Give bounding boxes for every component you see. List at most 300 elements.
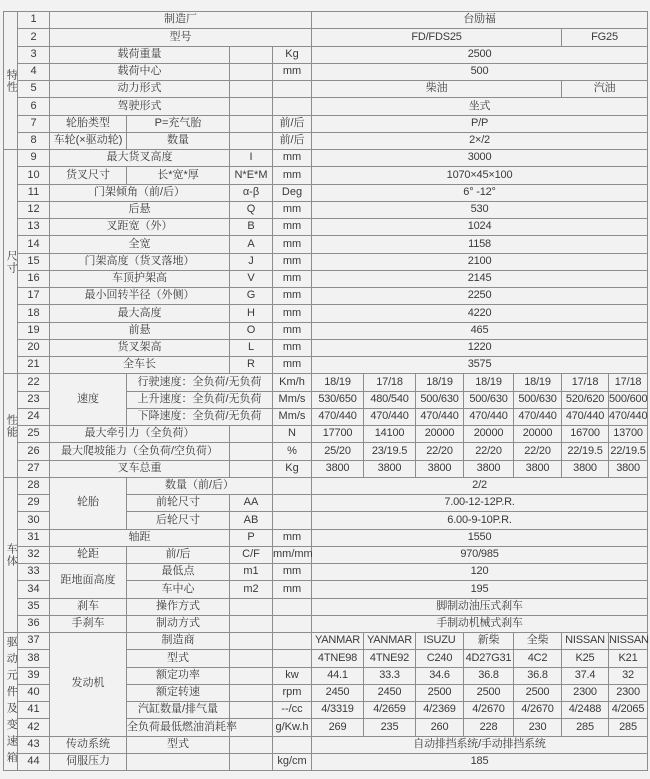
value-cell: 36.8 <box>464 667 514 684</box>
symbol-cell: A <box>230 236 273 253</box>
value-cell: K25 <box>562 650 609 667</box>
value-cell: 470/440 <box>562 408 609 425</box>
table-row <box>4 460 648 477</box>
section-label: 性能 <box>4 374 18 478</box>
value-cell: 2500 <box>416 684 464 701</box>
value-cell: 脚制动油压式刹车 <box>312 598 648 615</box>
symbol-cell: α-β <box>230 184 273 201</box>
unit-cell: kg/cm <box>273 753 312 770</box>
spec-sublabel: 前轮尺寸 <box>127 495 230 512</box>
value-cell: 32 <box>609 667 648 684</box>
spec-label: 最大高度 <box>50 305 230 322</box>
value-cell: 230 <box>514 719 562 736</box>
value-cell: 1024 <box>312 219 648 236</box>
row-number: 26 <box>18 443 50 460</box>
row-number: 11 <box>18 184 50 201</box>
section-label: 车体 <box>4 477 18 632</box>
value-cell: 4/2670 <box>514 702 562 719</box>
value-cell: 2500 <box>464 684 514 701</box>
spec-sublabel: 行驶速度：全负荷/无负荷 <box>127 374 273 391</box>
symbol-cell: J <box>230 253 273 270</box>
row-number: 22 <box>18 374 50 391</box>
table-row <box>4 443 648 460</box>
spec-label: 动力形式 <box>50 81 230 98</box>
spec-sublabel: 数量（前/后） <box>127 477 273 494</box>
value-cell: 18/19 <box>416 374 464 391</box>
value-cell: 3000 <box>312 150 648 167</box>
value-cell: YANMAR <box>312 633 364 650</box>
table-row <box>4 253 648 270</box>
spec-sublabel: 下降速度：全负荷/无负荷 <box>127 408 273 425</box>
unit-cell <box>273 512 312 529</box>
unit-cell <box>273 98 312 115</box>
symbol-cell: m1 <box>230 564 273 581</box>
symbol-cell <box>230 460 273 477</box>
table-row <box>4 184 648 201</box>
unit-cell: 前/后 <box>273 115 312 132</box>
spec-label: 驾驶形式 <box>50 98 230 115</box>
spec-sublabel: 额定功率 <box>127 667 230 684</box>
value-cell: 20000 <box>416 426 464 443</box>
spec-table <box>3 11 648 771</box>
row-number: 6 <box>18 98 50 115</box>
spec-label: 后悬 <box>50 201 230 218</box>
symbol-cell: C/F <box>230 546 273 563</box>
symbol-cell: H <box>230 305 273 322</box>
value-cell: 22/19.5 <box>609 443 648 460</box>
value-cell: 4/2670 <box>464 702 514 719</box>
table-row <box>4 81 648 98</box>
spec-label: 车轮(×驱动轮) <box>50 132 127 149</box>
spec-sublabel: 上升速度：全负荷/无负荷 <box>127 391 273 408</box>
symbol-cell <box>230 443 273 460</box>
symbol-cell: m2 <box>230 581 273 598</box>
row-number: 5 <box>18 81 50 98</box>
value-cell: 3800 <box>562 460 609 477</box>
section-label: 尺寸 <box>4 150 18 374</box>
spec-label: 载荷中心 <box>50 63 230 80</box>
spec-label: 制造厂 <box>50 12 312 29</box>
value-cell: 500/630 <box>514 391 562 408</box>
value-cell: 185 <box>312 753 648 770</box>
spec-sublabel: 操作方式 <box>127 598 230 615</box>
row-number: 34 <box>18 581 50 598</box>
symbol-cell: B <box>230 219 273 236</box>
spec-label: 轮胎 <box>50 477 127 529</box>
unit-cell: --/cc <box>273 702 312 719</box>
value-cell: 1220 <box>312 339 648 356</box>
value-cell: 4/3319 <box>312 702 364 719</box>
spec-label: 最小回转半径（外侧） <box>50 288 230 305</box>
row-number: 20 <box>18 339 50 356</box>
value-cell: 22/20 <box>416 443 464 460</box>
unit-cell: kw <box>273 667 312 684</box>
value-cell: 2100 <box>312 253 648 270</box>
spec-sublabel: 前/后 <box>127 546 230 563</box>
value-cell: 14100 <box>364 426 416 443</box>
symbol-cell <box>230 702 273 719</box>
value-cell: 3800 <box>312 460 364 477</box>
row-number: 13 <box>18 219 50 236</box>
symbol-cell <box>230 684 273 701</box>
spec-table-body <box>4 12 648 771</box>
value-cell: 1550 <box>312 529 648 546</box>
value-cell: 新柴 <box>464 633 514 650</box>
symbol-cell: I <box>230 150 273 167</box>
symbol-cell <box>230 132 273 149</box>
section-label: 驱动元件及变速箱 <box>4 633 18 771</box>
unit-cell: Deg <box>273 184 312 201</box>
value-cell: 470/440 <box>609 408 648 425</box>
spec-label: 发动机 <box>50 633 127 737</box>
value-cell: 4TNE92 <box>364 650 416 667</box>
value-cell: 470/440 <box>312 408 364 425</box>
spec-sublabel: 最低点 <box>127 564 230 581</box>
table-row <box>4 236 648 253</box>
row-number: 30 <box>18 512 50 529</box>
spec-label: 速度 <box>50 374 127 426</box>
value-cell: 17/18 <box>609 374 648 391</box>
unit-cell <box>273 615 312 632</box>
row-number: 15 <box>18 253 50 270</box>
value-cell: 285 <box>609 719 648 736</box>
value-cell: 530 <box>312 201 648 218</box>
symbol-cell: L <box>230 339 273 356</box>
table-row <box>4 63 648 80</box>
symbol-cell <box>230 81 273 98</box>
symbol-cell <box>230 753 273 770</box>
table-row <box>4 167 648 184</box>
table-row <box>4 115 648 132</box>
symbol-cell <box>230 46 273 63</box>
spec-label: 轮胎类型 <box>50 115 127 132</box>
spec-sublabel: 车中心 <box>127 581 230 598</box>
value-cell: 自动排挡系统/手动排挡系统 <box>312 736 648 753</box>
spec-label: 全车长 <box>50 357 230 374</box>
unit-cell: Km/h <box>273 374 312 391</box>
table-row <box>4 98 648 115</box>
unit-cell: mm <box>273 581 312 598</box>
row-number: 4 <box>18 63 50 80</box>
unit-cell: Kg <box>273 460 312 477</box>
row-number: 21 <box>18 357 50 374</box>
value-cell: 1158 <box>312 236 648 253</box>
value-cell: 6.00-9-10P.R. <box>312 512 648 529</box>
value-cell: 25/20 <box>312 443 364 460</box>
symbol-cell <box>230 426 273 443</box>
value-cell: 195 <box>312 581 648 598</box>
table-row <box>4 322 648 339</box>
value-cell: 269 <box>312 719 364 736</box>
unit-cell: mm <box>273 63 312 80</box>
unit-cell <box>273 633 312 650</box>
row-number: 3 <box>18 46 50 63</box>
value-cell: C240 <box>416 650 464 667</box>
row-number: 39 <box>18 667 50 684</box>
symbol-cell <box>230 598 273 615</box>
value-cell: 228 <box>464 719 514 736</box>
table-row <box>4 598 648 615</box>
value-cell: 手制动机械式刹车 <box>312 615 648 632</box>
table-row <box>4 305 648 322</box>
value-cell: 500/630 <box>416 391 464 408</box>
row-number: 19 <box>18 322 50 339</box>
value-cell: 20000 <box>514 426 562 443</box>
spec-label: 伺服压力 <box>50 753 127 770</box>
row-number: 43 <box>18 736 50 753</box>
unit-cell: mm <box>273 201 312 218</box>
unit-cell: mm <box>273 288 312 305</box>
row-number: 37 <box>18 633 50 650</box>
row-number: 7 <box>18 115 50 132</box>
value-cell: 500/600 <box>609 391 648 408</box>
value-cell: 4220 <box>312 305 648 322</box>
unit-cell <box>273 81 312 98</box>
symbol-cell: AB <box>230 512 273 529</box>
value-cell: 6° -12° <box>312 184 648 201</box>
table-row <box>4 633 648 650</box>
row-number: 33 <box>18 564 50 581</box>
value-cell: 4TNE98 <box>312 650 364 667</box>
table-row <box>4 374 648 391</box>
spec-label: 全宽 <box>50 236 230 253</box>
row-number: 9 <box>18 150 50 167</box>
value-cell: 37.4 <box>562 667 609 684</box>
spec-sublabel <box>127 753 230 770</box>
symbol-cell: O <box>230 322 273 339</box>
value-cell: 20000 <box>464 426 514 443</box>
value-cell: 2300 <box>609 684 648 701</box>
value-cell: 470/440 <box>464 408 514 425</box>
value-cell: 4/2369 <box>416 702 464 719</box>
row-number: 17 <box>18 288 50 305</box>
symbol-cell: P <box>230 529 273 546</box>
table-row <box>4 46 648 63</box>
value-cell: 470/440 <box>416 408 464 425</box>
symbol-cell: AA <box>230 495 273 512</box>
value-cell: 235 <box>364 719 416 736</box>
table-row <box>4 288 648 305</box>
symbol-cell <box>230 667 273 684</box>
value-cell: YANMAR <box>364 633 416 650</box>
value-cell: 120 <box>312 564 648 581</box>
table-row <box>4 736 648 753</box>
spec-sublabel: 长*宽*厚 <box>127 167 230 184</box>
unit-cell: mm <box>273 357 312 374</box>
value-cell: 4D27G31 <box>464 650 514 667</box>
spec-label: 前悬 <box>50 322 230 339</box>
spec-label: 刹车 <box>50 598 127 615</box>
table-row <box>4 546 648 563</box>
value-cell: 3800 <box>609 460 648 477</box>
value-cell: 22/19.5 <box>562 443 609 460</box>
value-cell: 4C2 <box>514 650 562 667</box>
row-number: 2 <box>18 29 50 46</box>
spec-label: 最大牵引力（全负荷） <box>50 426 230 443</box>
row-number: 32 <box>18 546 50 563</box>
spec-label: 载荷重量 <box>50 46 230 63</box>
table-row <box>4 753 648 770</box>
spec-sublabel: 汽缸数量/排气量 <box>127 702 230 719</box>
value-cell: 17700 <box>312 426 364 443</box>
value-cell: K21 <box>609 650 648 667</box>
value-cell: 2500 <box>514 684 562 701</box>
spec-label: 货叉架高 <box>50 339 230 356</box>
row-number: 27 <box>18 460 50 477</box>
row-number: 18 <box>18 305 50 322</box>
symbol-cell: Q <box>230 201 273 218</box>
value-cell: 13700 <box>609 426 648 443</box>
unit-cell <box>273 650 312 667</box>
row-number: 38 <box>18 650 50 667</box>
spec-sublabel: 制造商 <box>127 633 230 650</box>
value-cell: 500 <box>312 63 648 80</box>
value-cell: 1070×45×100 <box>312 167 648 184</box>
symbol-cell: N*E*M <box>230 167 273 184</box>
spec-sublabel: 型式 <box>127 650 230 667</box>
row-number: 35 <box>18 598 50 615</box>
spec-label: 手刹车 <box>50 615 127 632</box>
value-cell: 33.3 <box>364 667 416 684</box>
value-cell: 465 <box>312 322 648 339</box>
value-cell: 23/19.5 <box>364 443 416 460</box>
unit-cell: mm <box>273 305 312 322</box>
unit-cell: Mm/s <box>273 408 312 425</box>
value-cell: ISUZU <box>416 633 464 650</box>
spec-sublabel: 额定转速 <box>127 684 230 701</box>
value-cell: 22/20 <box>464 443 514 460</box>
unit-cell: mm <box>273 529 312 546</box>
value-cell: FG25 <box>562 29 648 46</box>
symbol-cell: R <box>230 357 273 374</box>
unit-cell <box>273 495 312 512</box>
value-cell: 4/2488 <box>562 702 609 719</box>
spec-label: 最大货叉高度 <box>50 150 230 167</box>
row-number: 44 <box>18 753 50 770</box>
table-row <box>4 150 648 167</box>
spec-label: 最大爬坡能力（全负荷/空负荷） <box>50 443 230 460</box>
table-row <box>4 564 648 581</box>
unit-cell: % <box>273 443 312 460</box>
spec-label: 叉车总重 <box>50 460 230 477</box>
unit-cell: mm <box>273 564 312 581</box>
value-cell: 16700 <box>562 426 609 443</box>
unit-cell <box>273 736 312 753</box>
table-row <box>4 339 648 356</box>
value-cell: FD/FDS25 <box>312 29 562 46</box>
symbol-cell <box>230 615 273 632</box>
value-cell: 470/440 <box>364 408 416 425</box>
value-cell: 4/2065 <box>609 702 648 719</box>
value-cell: 36.8 <box>514 667 562 684</box>
unit-cell: Mm/s <box>273 391 312 408</box>
symbol-cell <box>230 63 273 80</box>
spec-label: 轴距 <box>50 529 230 546</box>
table-row <box>4 426 648 443</box>
value-cell: 520/620 <box>562 391 609 408</box>
row-number: 23 <box>18 391 50 408</box>
value-cell: 2/2 <box>312 477 648 494</box>
value-cell: 18/19 <box>514 374 562 391</box>
value-cell: 2250 <box>312 288 648 305</box>
row-number: 10 <box>18 167 50 184</box>
table-row <box>4 529 648 546</box>
symbol-cell <box>230 633 273 650</box>
value-cell: 480/540 <box>364 391 416 408</box>
value-cell: 全柴 <box>514 633 562 650</box>
table-row <box>4 357 648 374</box>
value-cell: NISSAN <box>562 633 609 650</box>
spec-label: 门架高度（货叉落地） <box>50 253 230 270</box>
value-cell: 4/2659 <box>364 702 416 719</box>
row-number: 1 <box>18 12 50 29</box>
row-number: 8 <box>18 132 50 149</box>
table-row <box>4 270 648 287</box>
value-cell: 2145 <box>312 270 648 287</box>
row-number: 41 <box>18 702 50 719</box>
value-cell: P/P <box>312 115 648 132</box>
unit-cell: mm <box>273 322 312 339</box>
spec-label: 车顶护架高 <box>50 270 230 287</box>
value-cell: 2×/2 <box>312 132 648 149</box>
symbol-cell <box>230 98 273 115</box>
spec-label: 传动系统 <box>50 736 127 753</box>
row-number: 40 <box>18 684 50 701</box>
table-row <box>4 12 648 29</box>
row-number: 36 <box>18 615 50 632</box>
unit-cell: mm <box>273 167 312 184</box>
value-cell: 17/18 <box>364 374 416 391</box>
row-number: 29 <box>18 495 50 512</box>
row-number: 14 <box>18 236 50 253</box>
table-row <box>4 29 648 46</box>
value-cell: 285 <box>562 719 609 736</box>
value-cell: 2450 <box>364 684 416 701</box>
row-number: 25 <box>18 426 50 443</box>
table-row <box>4 201 648 218</box>
section-label: 特性 <box>4 12 18 150</box>
value-cell: 7.00-12-12P.R. <box>312 495 648 512</box>
value-cell: 汽油 <box>562 81 648 98</box>
spec-label: 叉距宽（外） <box>50 219 230 236</box>
value-cell: 2500 <box>312 46 648 63</box>
value-cell: 3800 <box>364 460 416 477</box>
value-cell: NISSAN <box>609 633 648 650</box>
unit-cell: rpm <box>273 684 312 701</box>
value-cell: 17/18 <box>562 374 609 391</box>
row-number: 31 <box>18 529 50 546</box>
table-row <box>4 219 648 236</box>
row-number: 24 <box>18 408 50 425</box>
value-cell: 44.1 <box>312 667 364 684</box>
value-cell: 18/19 <box>312 374 364 391</box>
value-cell: 3800 <box>464 460 514 477</box>
spec-label: 货叉尺寸 <box>50 167 127 184</box>
value-cell: 34.6 <box>416 667 464 684</box>
symbol-cell <box>230 650 273 667</box>
unit-cell: mm <box>273 236 312 253</box>
unit-cell: g/Kw.h <box>273 719 312 736</box>
table-row <box>4 132 648 149</box>
unit-cell: mm <box>273 219 312 236</box>
spec-sublabel: 型式 <box>127 736 230 753</box>
value-cell: 2450 <box>312 684 364 701</box>
unit-cell: mm <box>273 253 312 270</box>
unit-cell: Kg <box>273 46 312 63</box>
value-cell: 500/630 <box>464 391 514 408</box>
unit-cell <box>273 598 312 615</box>
value-cell: 3575 <box>312 357 648 374</box>
